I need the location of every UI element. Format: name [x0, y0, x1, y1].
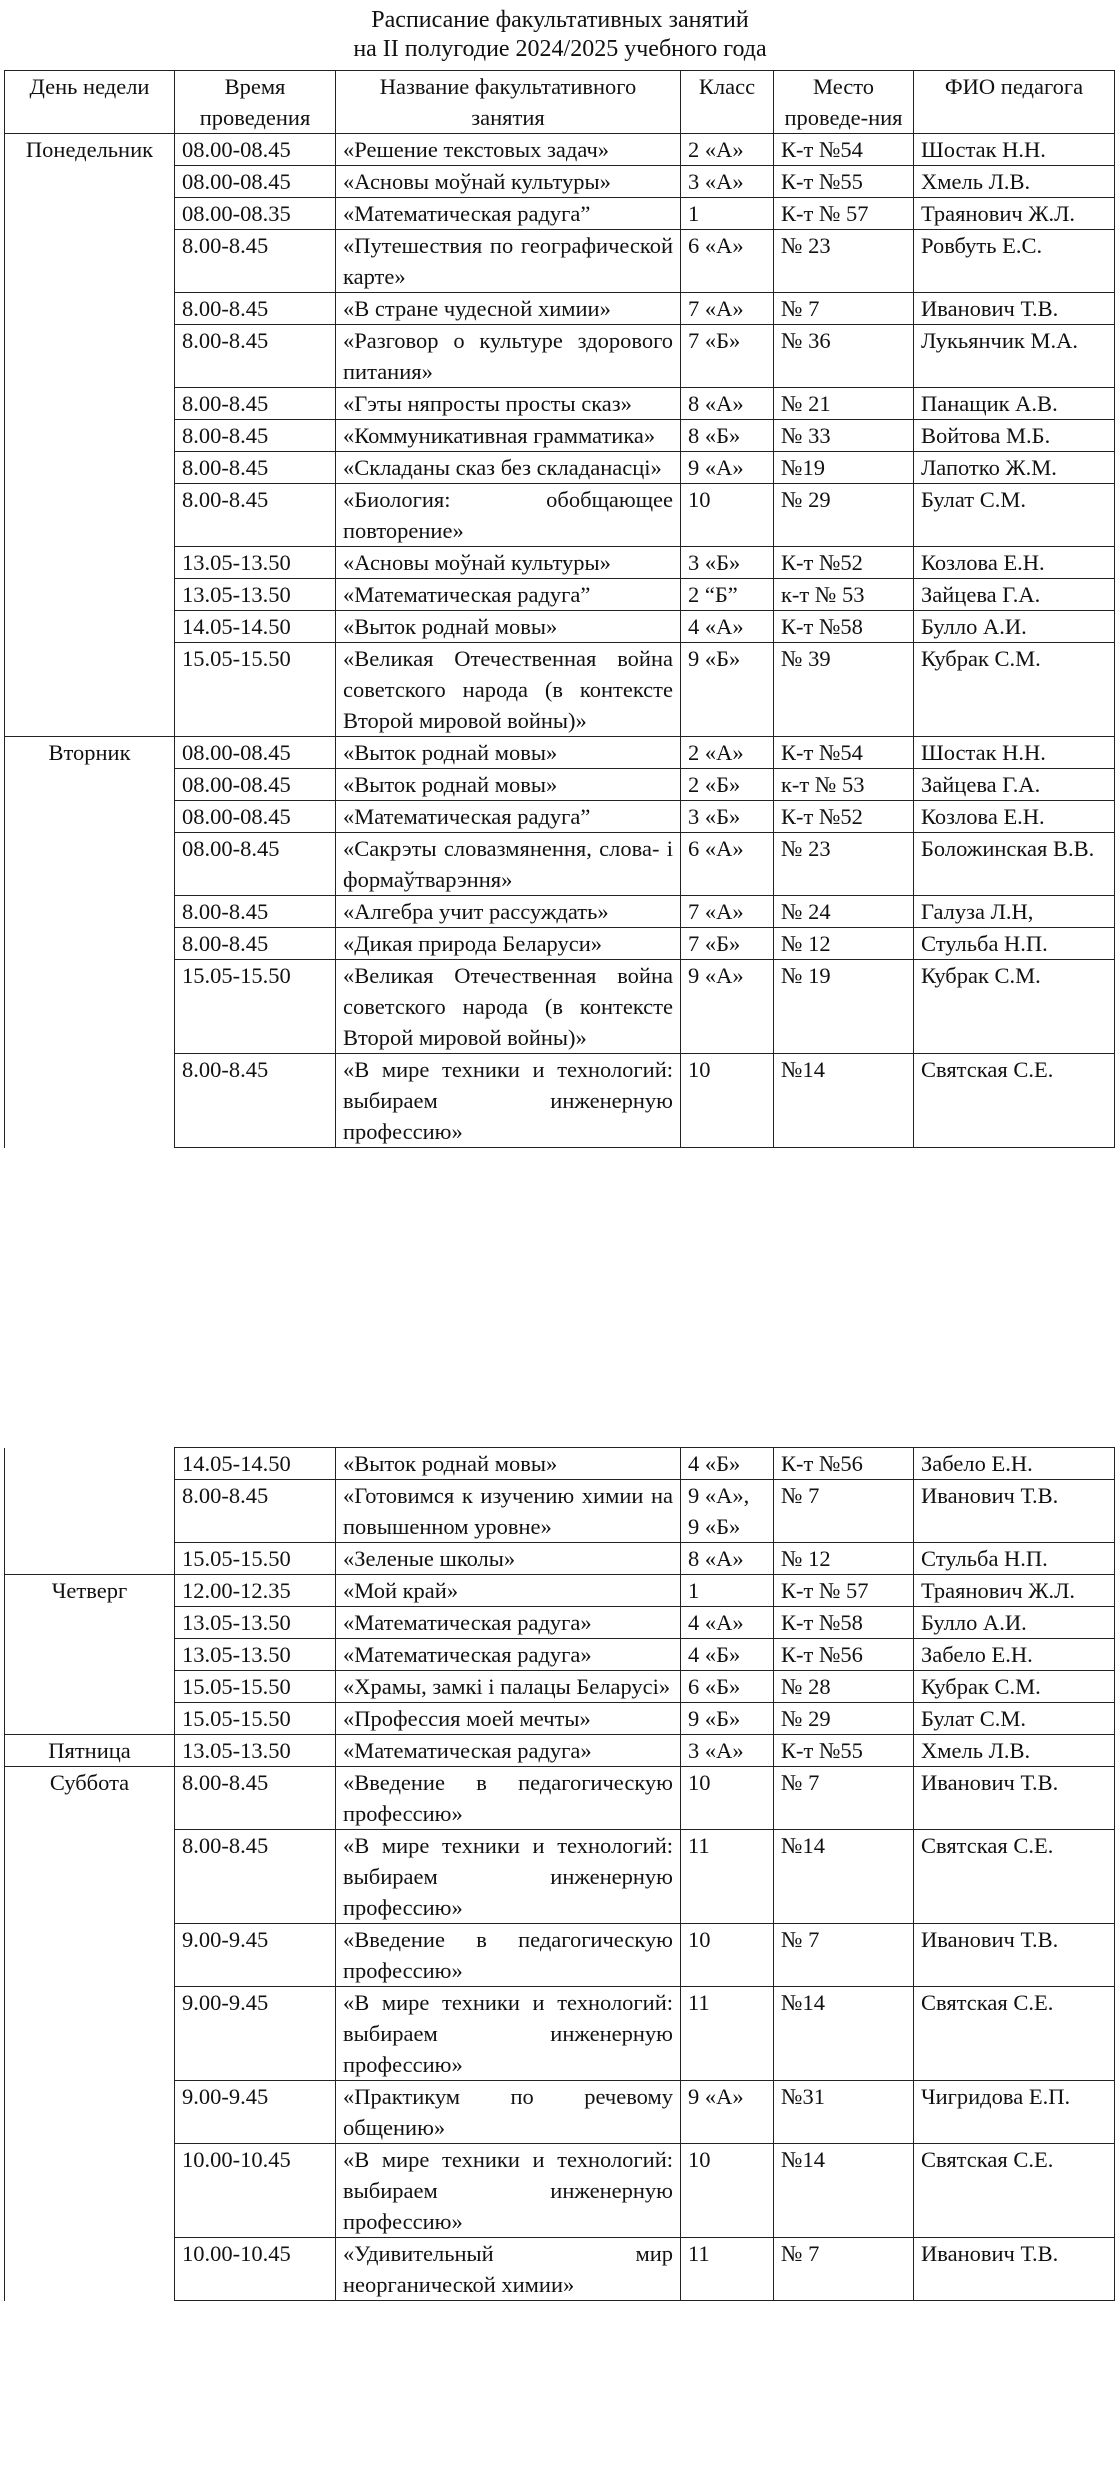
subject-cell: «Асновы моўнай культуры» [336, 547, 681, 579]
teacher-cell: Иванович Т.В. [914, 293, 1115, 325]
table-row [5, 1543, 1115, 1575]
table-row [5, 134, 1115, 166]
place-cell: К-т №56 [774, 1448, 914, 1480]
time-cell: 8.00-8.45 [175, 928, 336, 960]
day-cell [5, 2144, 175, 2238]
teacher-cell: Кубрак С.М. [914, 1671, 1115, 1703]
day-cell [5, 388, 175, 420]
table-row [5, 896, 1115, 928]
place-cell: К-т №55 [774, 1735, 914, 1767]
header-time: Время проведения [175, 71, 336, 134]
day-cell [5, 896, 175, 928]
teacher-cell: Иванович Т.В. [914, 1480, 1115, 1543]
table-row [5, 325, 1115, 388]
day-cell: Понедельник [5, 134, 175, 166]
teacher-cell: Лукьянчик М.А. [914, 325, 1115, 388]
day-cell [5, 230, 175, 293]
class-cell: 2 «А» [681, 134, 774, 166]
time-cell: 12.00-12.35 [175, 1575, 336, 1607]
teacher-cell: Козлова Е.Н. [914, 801, 1115, 833]
time-cell: 08.00-08.45 [175, 801, 336, 833]
class-cell: 9 «Б» [681, 1703, 774, 1735]
class-cell: 3 «Б» [681, 547, 774, 579]
teacher-cell: Стульба Н.П. [914, 928, 1115, 960]
teacher-cell: Святская С.Е. [914, 1987, 1115, 2081]
class-cell: 3 «А» [681, 1735, 774, 1767]
day-cell [5, 166, 175, 198]
table-row [5, 1830, 1115, 1924]
day-cell: Пятница [5, 1735, 175, 1767]
day-cell [5, 1703, 175, 1735]
table-row [5, 2238, 1115, 2301]
day-cell [5, 769, 175, 801]
place-cell: № 39 [774, 643, 914, 737]
day-cell [5, 1448, 175, 1480]
table-row [5, 1924, 1115, 1987]
place-cell: № 7 [774, 1924, 914, 1987]
place-cell: № 12 [774, 928, 914, 960]
day-cell [5, 611, 175, 643]
class-cell: 9 «А» [681, 2081, 774, 2144]
subject-cell: «Великая Отечественная война советского народа (в контексте Второй мировой войны)» [336, 643, 681, 737]
table-header-row [5, 71, 1115, 134]
class-cell: 2 «Б» [681, 769, 774, 801]
day-cell [5, 1987, 175, 2081]
day-cell [5, 1924, 175, 1987]
table-row [5, 1987, 1115, 2081]
table-row [5, 1639, 1115, 1671]
table-row [5, 166, 1115, 198]
day-cell [5, 293, 175, 325]
class-cell: 10 [681, 1924, 774, 1987]
day-cell [5, 325, 175, 388]
class-cell: 11 [681, 2238, 774, 2301]
place-cell: №14 [774, 1830, 914, 1924]
table-row [5, 1735, 1115, 1767]
subject-cell: «Коммуникативная грамматика» [336, 420, 681, 452]
day-cell [5, 833, 175, 896]
teacher-cell: Шостак Н.Н. [914, 737, 1115, 769]
class-cell: 9 «А» [681, 960, 774, 1054]
table-row [5, 547, 1115, 579]
place-cell: № 21 [774, 388, 914, 420]
teacher-cell: Зайцева Г.А. [914, 769, 1115, 801]
class-cell: 1 [681, 1575, 774, 1607]
day-cell [5, 1054, 175, 1148]
subject-cell: «Выток роднай мовы» [336, 769, 681, 801]
table-row [5, 579, 1115, 611]
time-cell: 8.00-8.45 [175, 1767, 336, 1830]
time-cell: 13.05-13.50 [175, 547, 336, 579]
time-cell: 15.05-15.50 [175, 643, 336, 737]
time-cell: 8.00-8.45 [175, 452, 336, 484]
teacher-cell: Булло А.И. [914, 1607, 1115, 1639]
class-cell: 9 «А» [681, 452, 774, 484]
subject-cell: «Введение в педагогическую профессию» [336, 1924, 681, 1987]
teacher-cell: Булат С.М. [914, 1703, 1115, 1735]
subject-cell: «Зеленые школы» [336, 1543, 681, 1575]
day-cell [5, 2081, 175, 2144]
title-line-2: на II полугодие 2024/2025 учебного года [353, 36, 767, 62]
table-row [5, 293, 1115, 325]
class-cell: 11 [681, 1987, 774, 2081]
teacher-cell: Панащик А.В. [914, 388, 1115, 420]
subject-cell: «В мире техники и технологий: выбираем инженерную профессию» [336, 1054, 681, 1148]
teacher-cell: Боложинская В.В. [914, 833, 1115, 896]
teacher-cell: Иванович Т.В. [914, 2238, 1115, 2301]
class-cell: 8 «А» [681, 1543, 774, 1575]
class-cell: 4 «Б» [681, 1639, 774, 1671]
day-cell [5, 420, 175, 452]
teacher-cell: Ровбуть Е.С. [914, 230, 1115, 293]
header-day: День недели [5, 71, 175, 134]
teacher-cell: Кубрак С.М. [914, 960, 1115, 1054]
teacher-cell: Лапотко Ж.М. [914, 452, 1115, 484]
day-cell: Четверг [5, 1575, 175, 1607]
time-cell: 9.00-9.45 [175, 1987, 336, 2081]
day-cell [5, 643, 175, 737]
time-cell: 13.05-13.50 [175, 1735, 336, 1767]
time-cell: 8.00-8.45 [175, 1830, 336, 1924]
time-cell: 08.00-08.45 [175, 769, 336, 801]
place-cell: №14 [774, 2144, 914, 2238]
place-cell: № 33 [774, 420, 914, 452]
subject-cell: «Математическая радуга» [336, 1607, 681, 1639]
time-cell: 15.05-15.50 [175, 1703, 336, 1735]
teacher-cell: Иванович Т.В. [914, 1767, 1115, 1830]
subject-cell: «Алгебра учит рассуждать» [336, 896, 681, 928]
subject-cell: «Разговор о культуре здорового питания» [336, 325, 681, 388]
teacher-cell: Козлова Е.Н. [914, 547, 1115, 579]
subject-cell: «Великая Отечественная война советского народа (в контексте Второй мировой войны)» [336, 960, 681, 1054]
table-row [5, 737, 1115, 769]
place-cell: К-т №58 [774, 611, 914, 643]
place-cell: К-т № 57 [774, 198, 914, 230]
teacher-cell: Траянович Ж.Л. [914, 1575, 1115, 1607]
day-cell [5, 1543, 175, 1575]
table-row [5, 960, 1115, 1054]
place-cell: К-т №54 [774, 737, 914, 769]
place-cell: № 36 [774, 325, 914, 388]
subject-cell: «В мире техники и технологий: выбираем инженерную профессию» [336, 1987, 681, 2081]
subject-cell: «Математическая радуга» [336, 1735, 681, 1767]
day-cell [5, 198, 175, 230]
place-cell: № 7 [774, 293, 914, 325]
class-cell: 10 [681, 484, 774, 547]
table-row [5, 611, 1115, 643]
time-cell: 8.00-8.45 [175, 325, 336, 388]
subject-cell: «Выток роднай мовы» [336, 611, 681, 643]
time-cell: 08.00-8.45 [175, 833, 336, 896]
place-cell: К-т №52 [774, 801, 914, 833]
teacher-cell: Хмель Л.В. [914, 166, 1115, 198]
time-cell: 8.00-8.45 [175, 896, 336, 928]
teacher-cell: Булло А.И. [914, 611, 1115, 643]
header-subject: Название факультативного занятия [336, 71, 681, 134]
subject-cell: «Выток роднай мовы» [336, 737, 681, 769]
teacher-cell: Иванович Т.В. [914, 1924, 1115, 1987]
class-cell: 10 [681, 1767, 774, 1830]
teacher-cell: Святская С.Е. [914, 1054, 1115, 1148]
table-row [5, 198, 1115, 230]
place-cell: К-т №52 [774, 547, 914, 579]
class-cell: 4 «А» [681, 611, 774, 643]
table-row [5, 769, 1115, 801]
header-teacher: ФИО педагога [914, 71, 1115, 134]
time-cell: 9.00-9.45 [175, 1924, 336, 1987]
table-row [5, 230, 1115, 293]
schedule-table-part-1 [4, 70, 1115, 1148]
subject-cell: «Математическая радуга” [336, 579, 681, 611]
subject-cell: «Сакрэты словазмянення, слова- і формаўтварэння» [336, 833, 681, 896]
time-cell: 8.00-8.45 [175, 293, 336, 325]
subject-cell: «Асновы моўнай культуры» [336, 166, 681, 198]
time-cell: 14.05-14.50 [175, 1448, 336, 1480]
class-cell: 4 «А» [681, 1607, 774, 1639]
teacher-cell: Зайцева Г.А. [914, 579, 1115, 611]
place-cell: №14 [774, 1987, 914, 2081]
subject-cell: «Практикум по речевому общению» [336, 2081, 681, 2144]
place-cell: К-т № 57 [774, 1575, 914, 1607]
title-line-1: Расписание факультативных занятий [371, 7, 749, 33]
class-cell: 6 «А» [681, 833, 774, 896]
time-cell: 15.05-15.50 [175, 960, 336, 1054]
subject-cell: «Математическая радуга» [336, 1639, 681, 1671]
teacher-cell: Святская С.Е. [914, 1830, 1115, 1924]
subject-cell: «Складаны сказ без складанасці» [336, 452, 681, 484]
subject-cell: «В мире техники и технологий: выбираем инженерную профессию» [336, 1830, 681, 1924]
table-row [5, 1480, 1115, 1543]
header-place: Место проведе-ния [774, 71, 914, 134]
class-cell: 2 “Б” [681, 579, 774, 611]
day-cell [5, 1671, 175, 1703]
place-cell: № 29 [774, 1703, 914, 1735]
day-cell: Суббота [5, 1767, 175, 1830]
class-cell: 3 «А» [681, 166, 774, 198]
subject-cell: «В стране чудесной химии» [336, 293, 681, 325]
day-cell [5, 1639, 175, 1671]
time-cell: 8.00-8.45 [175, 484, 336, 547]
place-cell: №31 [774, 2081, 914, 2144]
class-cell: 7 «А» [681, 896, 774, 928]
place-cell: № 7 [774, 1767, 914, 1830]
class-cell: 4 «Б» [681, 1448, 774, 1480]
time-cell: 9.00-9.45 [175, 2081, 336, 2144]
header-class: Класс [681, 71, 774, 134]
teacher-cell: Святская С.Е. [914, 2144, 1115, 2238]
subject-cell: «Решение текстовых задач» [336, 134, 681, 166]
time-cell: 13.05-13.50 [175, 1607, 336, 1639]
table-row [5, 1575, 1115, 1607]
day-cell [5, 1830, 175, 1924]
teacher-cell: Забело Е.Н. [914, 1639, 1115, 1671]
place-cell: № 28 [774, 1671, 914, 1703]
day-cell [5, 1607, 175, 1639]
table-row [5, 2144, 1115, 2238]
place-cell: № 24 [774, 896, 914, 928]
class-cell: 1 [681, 198, 774, 230]
table-row [5, 388, 1115, 420]
teacher-cell: Войтова М.Б. [914, 420, 1115, 452]
table-row [5, 833, 1115, 896]
time-cell: 8.00-8.45 [175, 230, 336, 293]
time-cell: 8.00-8.45 [175, 420, 336, 452]
day-cell [5, 547, 175, 579]
time-cell: 08.00-08.45 [175, 134, 336, 166]
class-cell: 3 «Б» [681, 801, 774, 833]
day-cell [5, 2238, 175, 2301]
class-cell: 11 [681, 1830, 774, 1924]
teacher-cell: Хмель Л.В. [914, 1735, 1115, 1767]
table-row [5, 484, 1115, 547]
time-cell: 8.00-8.45 [175, 1054, 336, 1148]
teacher-cell: Забело Е.Н. [914, 1448, 1115, 1480]
schedule-table-part-2 [4, 1447, 1115, 2301]
time-cell: 08.00-08.45 [175, 166, 336, 198]
place-cell: К-т №56 [774, 1639, 914, 1671]
time-cell: 15.05-15.50 [175, 1543, 336, 1575]
table-row [5, 1671, 1115, 1703]
time-cell: 13.05-13.50 [175, 579, 336, 611]
table-row [5, 801, 1115, 833]
day-cell [5, 801, 175, 833]
place-cell: №19 [774, 452, 914, 484]
class-cell: 10 [681, 1054, 774, 1148]
subject-cell: «Математическая радуга” [336, 801, 681, 833]
time-cell: 08.00-08.45 [175, 737, 336, 769]
subject-cell: «Дикая природа Беларуси» [336, 928, 681, 960]
subject-cell: «Гэты няпросты просты сказ» [336, 388, 681, 420]
teacher-cell: Чигридова Е.П. [914, 2081, 1115, 2144]
table-row [5, 643, 1115, 737]
teacher-cell: Шостак Н.Н. [914, 134, 1115, 166]
day-cell [5, 484, 175, 547]
day-cell [5, 1480, 175, 1543]
place-cell: к-т № 53 [774, 579, 914, 611]
table-row [5, 1767, 1115, 1830]
class-cell: 6 «Б» [681, 1671, 774, 1703]
subject-cell: «Математическая радуга” [336, 198, 681, 230]
day-cell [5, 960, 175, 1054]
place-cell: К-т №58 [774, 1607, 914, 1639]
subject-cell: «В мире техники и технологий: выбираем инженерную профессию» [336, 2144, 681, 2238]
place-cell: к-т № 53 [774, 769, 914, 801]
class-cell: 7 «А» [681, 293, 774, 325]
class-cell: 9 «А», 9 «Б» [681, 1480, 774, 1543]
table-row [5, 928, 1115, 960]
time-cell: 14.05-14.50 [175, 611, 336, 643]
time-cell: 8.00-8.45 [175, 388, 336, 420]
class-cell: 6 «А» [681, 230, 774, 293]
place-cell: К-т №54 [774, 134, 914, 166]
place-cell: № 19 [774, 960, 914, 1054]
subject-cell: «Мой край» [336, 1575, 681, 1607]
place-cell: № 23 [774, 230, 914, 293]
document-title [0, 6, 1120, 64]
table-row [5, 452, 1115, 484]
place-cell: №14 [774, 1054, 914, 1148]
table-row [5, 2081, 1115, 2144]
table-row [5, 1703, 1115, 1735]
class-cell: 8 «Б» [681, 420, 774, 452]
subject-cell: «Биология: обобщающее повторение» [336, 484, 681, 547]
place-cell: № 7 [774, 2238, 914, 2301]
table-row [5, 420, 1115, 452]
place-cell: № 12 [774, 1543, 914, 1575]
time-cell: 08.00-08.35 [175, 198, 336, 230]
class-cell: 9 «Б» [681, 643, 774, 737]
place-cell: К-т №55 [774, 166, 914, 198]
subject-cell: «Храмы, замкі і палацы Беларусі» [336, 1671, 681, 1703]
time-cell: 13.05-13.50 [175, 1639, 336, 1671]
subject-cell: «Удивительный мир неорганической химии» [336, 2238, 681, 2301]
table-row [5, 1054, 1115, 1148]
subject-cell: «Выток роднай мовы» [336, 1448, 681, 1480]
teacher-cell: Кубрак С.М. [914, 643, 1115, 737]
teacher-cell: Булат С.М. [914, 484, 1115, 547]
teacher-cell: Галуза Л.Н, [914, 896, 1115, 928]
subject-cell: «Введение в педагогическую профессию» [336, 1767, 681, 1830]
place-cell: № 7 [774, 1480, 914, 1543]
day-cell [5, 579, 175, 611]
time-cell: 8.00-8.45 [175, 1480, 336, 1543]
table-row [5, 1607, 1115, 1639]
subject-cell: «Готовимся к изучению химии на повышенном уровне» [336, 1480, 681, 1543]
subject-cell: «Путешествия по географической карте» [336, 230, 681, 293]
class-cell: 7 «Б» [681, 928, 774, 960]
day-cell [5, 928, 175, 960]
teacher-cell: Траянович Ж.Л. [914, 198, 1115, 230]
class-cell: 10 [681, 2144, 774, 2238]
class-cell: 2 «А» [681, 737, 774, 769]
table-row [5, 1448, 1115, 1480]
place-cell: № 29 [774, 484, 914, 547]
day-cell: Вторник [5, 737, 175, 769]
time-cell: 10.00-10.45 [175, 2238, 336, 2301]
class-cell: 7 «Б» [681, 325, 774, 388]
teacher-cell: Стульба Н.П. [914, 1543, 1115, 1575]
time-cell: 15.05-15.50 [175, 1671, 336, 1703]
time-cell: 10.00-10.45 [175, 2144, 336, 2238]
subject-cell: «Профессия моей мечты» [336, 1703, 681, 1735]
place-cell: № 23 [774, 833, 914, 896]
day-cell [5, 452, 175, 484]
class-cell: 8 «А» [681, 388, 774, 420]
